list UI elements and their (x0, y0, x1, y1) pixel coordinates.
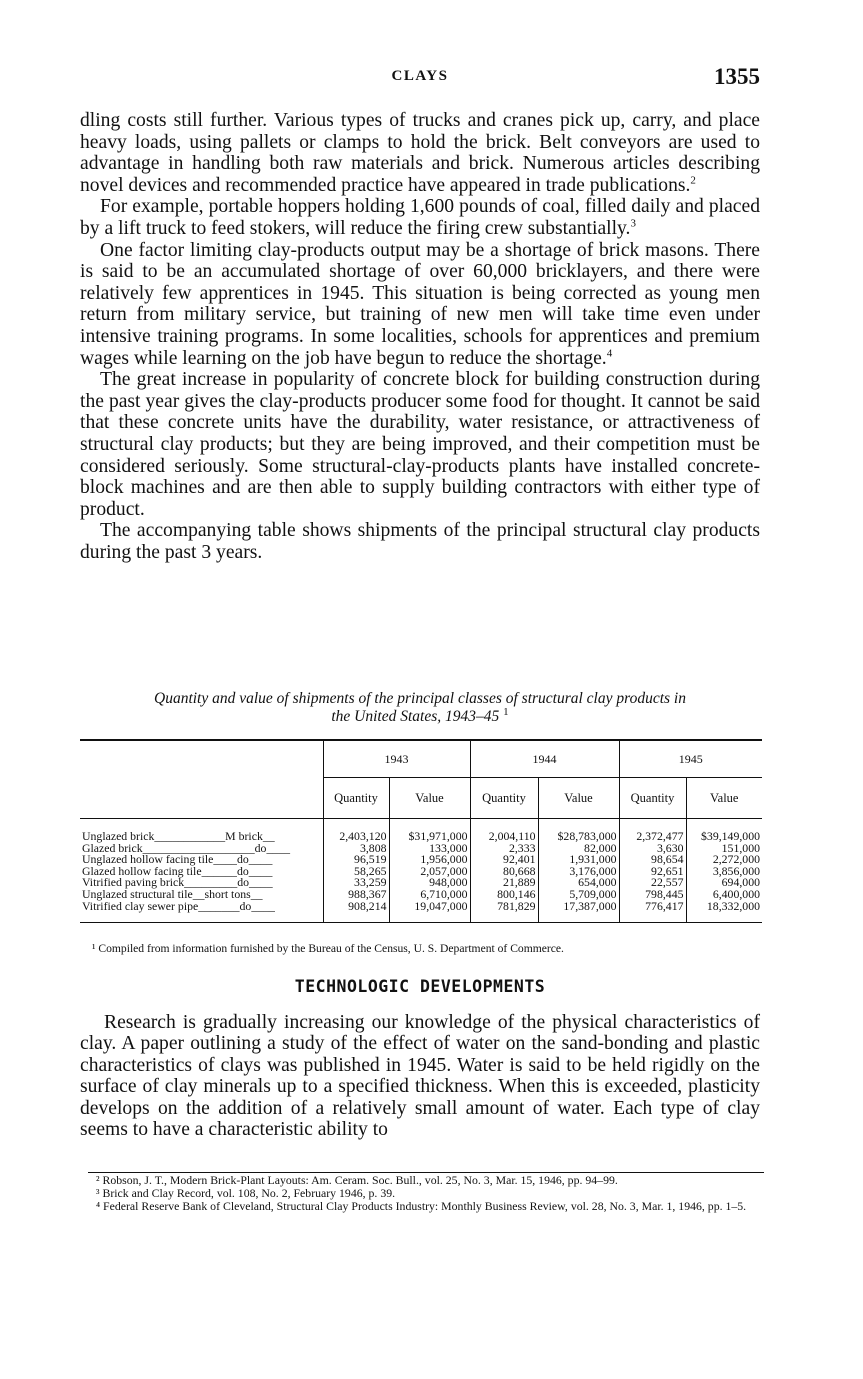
paragraph (80, 110, 760, 196)
paragraph: Research is gradually increasing our knowledge of the physical characteristics of clay. A paper outlining a study of the effect of water on the sand-bonding and plastic characteristics of clays was published in 1945. Water is said to be held rigidly on the surface of clay minerals up to a specified thickness. When this is exceeded, plasticity develops on the addition of a relatively small amount of water. Each type of clay seems to have a characteristic ability to (80, 1012, 760, 1141)
table-cell: 3,856,000 (712, 863, 760, 878)
column-header: Value (389, 778, 470, 819)
caption-line-text: the United States, 1943–45 (331, 708, 500, 725)
table-cell: 18,332,000 (706, 898, 760, 913)
table-cell: 2,333 (470, 843, 538, 855)
footnote-ref: 1 (503, 705, 509, 718)
table-cell: 800,146 (470, 889, 538, 901)
table-cell: 2,403,120 (323, 831, 389, 843)
table-cell: 3,630 (619, 843, 686, 855)
table-cell: 948,000 (389, 877, 470, 889)
paragraph (80, 240, 760, 370)
table-cell: 2,004,110 (470, 831, 538, 843)
table-cell: 33,259 (323, 877, 389, 889)
column-header: Quantity (470, 778, 538, 819)
paragraph (80, 196, 760, 239)
section-heading: TECHNOLOGIC DEVELOPMENTS (294, 977, 546, 996)
footnote: ² Robson, J. T., Modern Brick-Plant Layouts: Am. Ceram. Soc. Bull., vol. 25, No. 3, Mar. 15, 1946, pp. 94–99. (96, 1173, 618, 1187)
row-label: Glazed brick___________________do____ (80, 843, 323, 855)
table-cell: 96,519 (323, 854, 389, 866)
table-cell: 82,000 (538, 843, 619, 855)
table-cell: 6,710,000 (389, 889, 470, 901)
footnote-ref: 4 (606, 347, 613, 359)
table-row (80, 901, 762, 913)
table-cell: 798,445 (619, 889, 686, 901)
table-caption (80, 690, 760, 726)
year-header: 1945 (619, 740, 762, 778)
caption-line: Quantity and value of shipments of the principal classes of structural clay products in (154, 690, 686, 707)
table-cell: 1,956,000 (389, 854, 470, 866)
table-cell: $39,149,000 (701, 829, 760, 843)
table-cell: 5,709,000 (538, 889, 619, 901)
section-text (80, 1012, 760, 1140)
table-cell: 776,417 (619, 901, 686, 913)
running-title: CLAYS (391, 68, 449, 84)
caption-line (80, 705, 760, 726)
table-cell: 21,889 (470, 877, 538, 889)
paragraph-text: For example, portable hoppers holding 1,600 pounds of coal, filled daily and placed by a lift truck to feed stokers, will reduce the firing crew substantially. (80, 196, 760, 239)
row-label: Unglazed brick____________M brick__ (80, 831, 323, 843)
footnotes (88, 1172, 764, 1212)
table-cell: 3,176,000 (538, 866, 619, 878)
table-cell: $31,971,000 (389, 831, 470, 843)
row-label: Unglazed hollow facing tile____do____ (80, 854, 323, 866)
row-label: Unglazed structural tile__short tons__ (80, 889, 323, 901)
shipments-table-wrap (80, 739, 762, 923)
table-cell: 98,654 (619, 854, 686, 866)
row-label: Vitrified paving brick_________do____ (80, 877, 323, 889)
table-cell: 2,372,477 (619, 831, 686, 843)
header-blank (80, 740, 323, 778)
year-header: 1943 (323, 740, 470, 778)
table-cell: 92,401 (470, 854, 538, 866)
table-footnote: ¹ Compiled from information furnished by the Bureau of the Census, U. S. Department of Commerce. (92, 942, 564, 955)
footnote-ref: 3 (630, 217, 636, 230)
table-cell: 2,272,000 (712, 852, 760, 867)
row-label: Glazed hollow facing tile______do____ (80, 866, 323, 878)
body-text (80, 110, 760, 563)
table-cell: 133,000 (389, 843, 470, 855)
table-cell: 58,265 (323, 866, 389, 878)
table-cell: 781,829 (470, 901, 538, 913)
footnote: ³ Brick and Clay Record, vol. 108, No. 2, February 1946, p. 39. (96, 1185, 396, 1200)
paragraph-text: dling costs still further. Various types of trucks and cranes pick up, carry, and place heavy loads, using pallets or clamps to hold the brick. Belt conveyors are used to advantage in handling both raw materials and brick. Numerous articles describing novel devices and recommended practice have appeared in trade publications. (80, 110, 760, 196)
paragraph-text: One factor limiting clay-products output may be a shortage of brick masons. There is said to be an accumulated shortage of over 60,000 bricklayers, and there were relatively few apprentices in 1945. This situation is being corrected as young men return from military service, but training of new men will take time even under intensive training programs. In some localities, schools for apprentices and premium wages while learning on the job have begun to reduce the shortage. (80, 239, 760, 369)
table-cell: 1,931,000 (538, 854, 619, 866)
table-cell: 3,808 (323, 843, 389, 855)
table-cell: 988,367 (323, 889, 389, 901)
table-cell: 654,000 (538, 877, 619, 889)
header-blank (80, 778, 323, 819)
table-cell: 2,057,000 (389, 866, 470, 878)
column-header: Quantity (323, 778, 389, 819)
table-cell: 92,651 (619, 866, 686, 878)
table-cell: 908,214 (323, 901, 389, 913)
year-header: 1944 (470, 740, 619, 778)
column-header: Value (686, 778, 762, 819)
page-number: 1355 (714, 64, 760, 89)
table-cell: 80,668 (470, 866, 538, 878)
footnote-ref: 2 (690, 174, 696, 187)
paragraph-text: The accompanying table shows shipments of the principal structural clay products during the past 3 years. (80, 520, 760, 563)
table-cell: 17,387,000 (538, 901, 619, 913)
paragraph (80, 520, 760, 563)
table-cell: $28,783,000 (538, 831, 619, 843)
table-cell: 22,557 (619, 877, 686, 889)
shipments-table (80, 739, 762, 923)
table-cell: 151,000 (721, 840, 760, 855)
column-header: Value (538, 778, 619, 819)
footnote: ⁴ Federal Reserve Bank of Cleveland, Structural Clay Products Industry: Monthly Business Review, vol. 28, No. 3, Mar. 1, 1946, pp. 1–5. (96, 1198, 747, 1213)
column-header: Quantity (619, 778, 686, 819)
paragraph (80, 369, 760, 520)
table-cell: 6,400,000 (712, 886, 760, 901)
table-cell: 19,047,000 (389, 901, 470, 913)
running-head (80, 64, 760, 92)
row-label: Vitrified clay sewer pipe_______do____ (80, 901, 323, 913)
table-cell: 694,000 (721, 875, 760, 890)
paragraph-text: The great increase in popularity of concrete block for building construction during the past year gives the clay-products producer some food for thought. It cannot be said that these concrete units have the durability, water resistance, or attractiveness of structural clay products; but they are being improved, and their competition must be considered seriously. Some structural-clay-products plants have installed concrete-block machines and are then able to supply building contractors with either type of product. (80, 369, 760, 520)
